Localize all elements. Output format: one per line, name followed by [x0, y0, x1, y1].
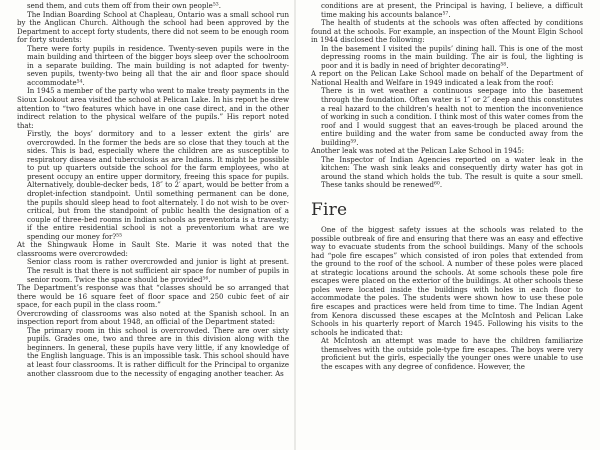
left-para-10: The primary room in this school is overcrowded. There are over sixty pupils. Grades one, two and three are in this division along with the beginners. In general, these pupils have very little, if any knowledge of the English language. This is an impossible task. This school should have at least four classrooms. It is rather difficult for the Principal to organize another classroom due to the necessity of engaging another teacher. As — [27, 325, 289, 378]
right-column — [311, 2, 583, 371]
left-para-1: send them, and cuts them off from their own people$^{53}$. — [27, 1, 221, 10]
right-para-6: Another leak was noted at the Pelican Lake School in 1945: — [311, 146, 525, 156]
left-para-9: Overcrowding of classrooms was also noted at the Spanish school. In an inspection report from about 1948, an official of the Department stated: — [17, 308, 289, 327]
right-para-4: A report on the Pelican Lake School made on behalf of the Department of National Health and Welfare in 1949 indicated a leak from the roof: — [311, 69, 583, 87]
footnote-ref: 54 — [76, 79, 83, 85]
left-para-7: Senior class room is rather overcrowded and junior is light at present. The result is that there is not sufficient air space for number of pupils in senior room. Twice the space should be provided$^{56}$. — [27, 257, 289, 284]
left-para-3: There were forty pupils in residence. Twenty-seven pupils were in the main building and thirteen of the bigger boys sleep over the schoolroom in a separate building. The main building is not adapted for twenty-seven pupils, twenty-two being all that the air and floor space should accommodate$^{54}$. — [27, 43, 289, 87]
right-para-5: There is in wet weather a continuous seepage into the basement through the foundation. Often water is 1″ or 2″ deep and this constitutes a real hazard to the children’s health not to mention the inconvenience of working in such a condition. I think most of this water comes from the roof and I would suggest that an eaves-trough be placed around the entire building and the water from same be conducted away from the building$^{59}$. — [321, 86, 583, 147]
left-para-6: At the Shingwauk Home in Sault Ste. Marie it was noted that the classrooms were overcrowded: — [17, 240, 289, 258]
left-para-5: Firstly, the boys’ dormitory and to a lesser extent the girls’ are overcrowded. In the former the beds are so close that they touch at the sides. This is bad, especially where the children are as susceptible to respiratory disease and tuberculosis as are Indians. It might be possible to put up quarters outside the school for the farm employees, who at present occupy an entire upper dormitory, freeing this space for pupils. Alternatively, double-decker beds, 18″ to 2′ apart, would be better from a droplet-infection standpoint. Until something permanent can be done, the pupils should sleep head to foot alternately. I do not wish to be over-critical, but from the standpoint of public health the designation of a couple of three-bed rooms in Indian schools as preventoria is a travesty; if the entire residential school is not a preventorium what are we spending our money for?$^{55}$ — [27, 129, 289, 241]
right-para-7: The Inspector of Indian Agencies reported on a water leak in the kitchen: The wash sink leaks and consequently dirty water has got in around the stand which holds the tub. The result is quite a sour smell. These tanks should be renewed$^{60}$. — [321, 154, 583, 190]
footnote-ref: 56 — [202, 275, 209, 281]
right-para-8: One of the biggest safety issues at the schools was related to the possible outbreak of fire and ensuring that there was an easy and effective way to evacuate students from the school buildings. Many of the schools had “pole fire escapes” which consisted of iron poles that extended from the ground to the roof of the school. A number of these poles were placed at strategic locations around the schools. At some schools these pole fire escapes were placed on the exterior of the buildings. At other schools these poles were located inside the buildings with holes in each floor to accommodate the poles. The students were shown how to use these pole fire escapes and practices were held from time to time. The Indian Agent from Kenora discussed these escapes at the McIntosh and Pelican Lake Schools in his quarterly report of March 1945. Following his visits to the schools he indicated that: — [311, 225, 583, 337]
right-para-9: At McIntosh an attempt was made to have the children familiarize themselves with the outside pole-type fire escapes. The boys were very proficient but the girls, especially the younger ones were unable to use the escapes with any degree of confidence. However, the — [321, 336, 583, 371]
page-gutter — [294, 0, 296, 450]
footnote-ref: 57 — [442, 10, 449, 16]
footnote-ref: 58 — [500, 62, 507, 68]
section-heading-fire: Fire — [311, 200, 348, 221]
footnote-ref: 59 — [350, 139, 357, 145]
footnote-ref: 53 — [212, 2, 219, 8]
left-para-4: In 1945 a member of the party who went to make treaty payments in the Sioux Lookout area visited the school at Pelican Lake. In his report he drew attention to “two features which have in one case direct, and in the other indirect relation to the physical welfare of the pupils.” His report noted that: — [17, 86, 289, 130]
left-para-2: The Indian Boarding School at Chapleau, Ontario was a small school run by the Anglican Church. Although the school had been approved by the Department to accept forty students, there did not seem to be enough room for forty students: — [17, 9, 289, 45]
right-para-2: The health of students at the schools was often affected by conditions found at the schools. For example, an inspection of the Mount Elgin School in 1944 disclosed the following: — [311, 18, 583, 45]
right-para-1: conditions are at present, the Principal is having, I believe, a difficult time making his accounts balance$^{57}$. — [321, 1, 583, 19]
footnote-ref: 55 — [116, 233, 122, 239]
left-column — [17, 2, 289, 378]
left-para-8: The Department’s response was that “classes should be so arranged that there would be 16 square feet of floor space and 250 cubic feet of air space, for each pupil in the class room.” — [17, 283, 289, 310]
right-para-3: In the basement I visited the pupils’ dining hall. This is one of the most depressing rooms in the main building. The air is foul, the lighting is poor and it is badly in need of brighter decorating$^{58}$. — [321, 43, 583, 70]
footnote-ref: 60 — [433, 181, 440, 187]
